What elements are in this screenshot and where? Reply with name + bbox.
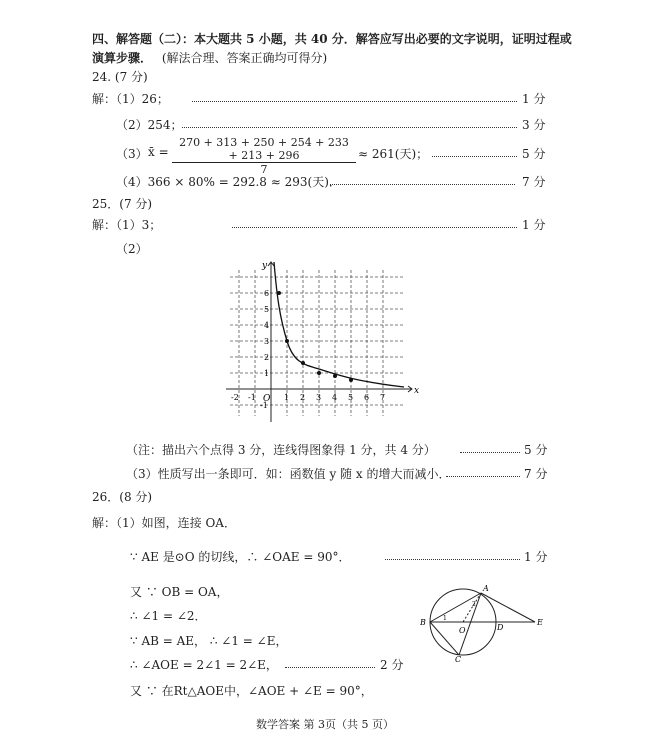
q24-line1-label: 解：（1）26； [92,92,169,106]
angle-2-label: 2 [472,601,476,608]
section-note: (解法合理、答案正确均可得分) [161,51,328,65]
dot-leader [460,452,520,453]
q24-line4-points: 7 分 [522,175,546,189]
y-tick: 3 [264,337,270,346]
q24-line3-points: 5 分 [522,147,546,161]
x-tick: 7 [380,393,386,402]
q26-line7: 又 ∵ 在Rt△AOE中，∠AOE + ∠E = 90°， [130,684,373,698]
point [333,374,337,378]
angle-1-label: 1 [443,615,447,622]
x-tick: -1 [248,393,256,402]
q26-line6: ∴ ∠AOE = 2∠1 = 2∠E， [130,658,278,672]
y-tick-labels [260,289,269,410]
mean-denominator: 7 [260,163,268,176]
q26-line6-points: 2 分 [380,658,404,672]
x-tick: -2 [231,393,239,402]
label-c: C [455,655,462,662]
q24-line3-label: （3） [116,147,148,161]
q24-line2-points: 3 分 [522,118,546,132]
mean-fraction [172,136,356,176]
q26-line2-points: 1 分 [524,550,548,564]
dot-leader [285,667,375,668]
origin-label: O [263,394,271,404]
section-title-cont: 演算步骤． [92,51,153,65]
x-axis-label: x [414,386,420,396]
circle-tangent-figure [415,582,550,662]
q26-line5: ∵ AB = AE， ∴ ∠1 = ∠E， [130,634,288,648]
q26-header: 26．(8 分) [92,490,153,504]
dot-leader [330,184,515,185]
q24-header: 24. (7 分) [92,70,148,84]
x-tick: 1 [284,393,290,402]
label-b: B [420,618,426,627]
y-tick: 1 [264,369,270,378]
q25-line3-points: 7 分 [524,467,548,481]
y-tick: 4 [264,321,270,330]
q25-header: 25．(7 分) [92,197,153,211]
q25-note-points: 5 分 [524,443,548,457]
dot-leader [182,127,517,128]
dot-leader [446,476,520,477]
function-graph [222,258,422,430]
q25-line3-label: （3）性质写出一条即可．如：函数值 y 随 x 的增大而减小． [126,467,451,481]
segment-ac [459,593,481,655]
tangent-ae [481,593,535,622]
dot-leader [385,559,520,560]
x-tick-labels [231,393,385,402]
section-title: 四、解答题（二）：本大题共 5 小题，共 40 分．解答应写出必要的文字说明，证明过程或 [92,32,572,46]
curve [274,262,404,387]
q25-line1-points: 1 分 [522,218,546,232]
point [349,378,353,382]
point [277,291,281,295]
label-a: A [483,584,489,593]
q26-line4: ∴ ∠1 = ∠2． [130,609,207,623]
y-tick: -1 [260,401,268,410]
q25-note: （注：描出六个点得 3 分，连线得图象得 1 分，共 4 分） [126,443,436,457]
q26-line1: 解：（1）如图，连接 OA． [92,516,236,530]
x-tick: 4 [332,393,338,402]
q25-line1-label: 解：（1）3； [92,218,162,232]
dot-leader [432,156,517,157]
x-tick: 5 [348,393,354,402]
mean-symbol: x̄ = [148,145,169,159]
point [285,339,289,343]
label-e: E [537,618,543,627]
mean-numerator: 270 + 313 + 250 + 254 + 233 + 213 + 296 [172,136,356,163]
q26-line3: 又 ∵ OB = OA， [130,585,229,599]
point [317,371,321,375]
y-axis-label: y [262,261,268,271]
dot-leader [232,227,517,228]
q24-line1-points: 1 分 [522,92,546,106]
q24-line2-label: （2）254； [116,118,183,132]
q24-line4-label: （4）366 × 80% = 292.8 ≈ 293(天)． [116,175,341,189]
y-tick: 2 [264,353,270,362]
x-tick: 6 [364,393,370,402]
y-tick: 6 [264,289,270,298]
y-tick: 5 [264,305,270,314]
q25-line2-label: （2） [116,242,148,256]
x-tick: 2 [300,393,306,402]
section-title-line2 [92,49,327,66]
label-d: D [497,623,504,632]
point [301,361,305,365]
x-tick: 3 [316,393,322,402]
page-footer: 数学答案 第 3页（共 5 页） [256,718,394,731]
label-o: O [459,626,466,635]
dot-leader [192,101,517,102]
q26-line2: ∵ AE 是⊙O 的切线，∴ ∠OAE = 90°． [130,550,351,564]
mean-result: ≈ 261(天)； [358,147,429,161]
